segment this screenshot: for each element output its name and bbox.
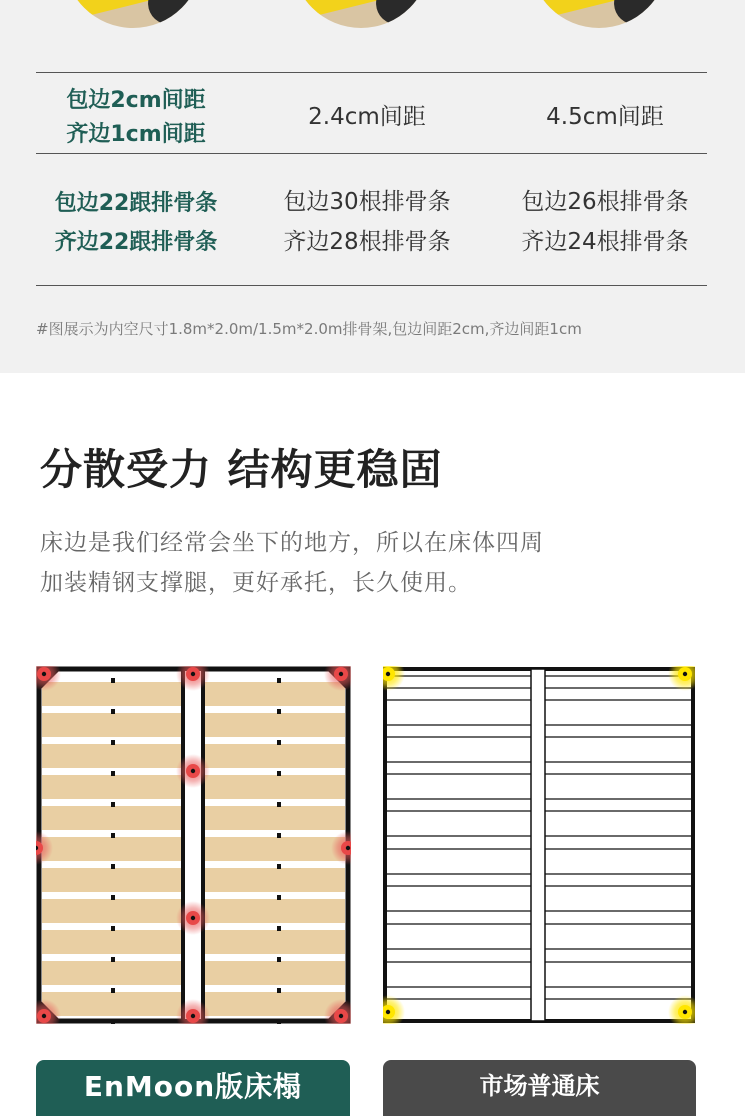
support-point-center xyxy=(339,1014,343,1018)
wood-slat xyxy=(42,682,183,706)
enmoon-label: EnMoon版床榻 xyxy=(36,1060,350,1116)
support-point-center xyxy=(386,1010,390,1014)
slat-joint xyxy=(277,833,281,838)
wood-slat xyxy=(203,744,345,768)
divider xyxy=(36,153,707,154)
wood-slat xyxy=(203,868,345,892)
slats-text: 包边26根排骨条 xyxy=(521,189,689,215)
support-point-center xyxy=(683,1010,687,1014)
support-point-center xyxy=(683,672,687,676)
slats-text: 包边30根排骨条 xyxy=(283,189,451,215)
wood-slat xyxy=(42,713,183,737)
wood-slat xyxy=(42,961,183,985)
support-point-center xyxy=(339,672,343,676)
slats-text: 齐边28根排骨条 xyxy=(283,229,451,255)
slats-cell-1 xyxy=(40,184,232,262)
comparison-panel xyxy=(0,0,745,373)
slat-joint xyxy=(111,833,115,838)
footnote: #图展示为内空尺寸1.8m*2.0m/1.5m*2.0m排骨架,包边间距2cm,齐边间距1cm xyxy=(36,320,582,338)
support-point-center xyxy=(42,672,46,676)
slat-joint xyxy=(277,988,281,993)
spacing-text: 包边2cm间距 xyxy=(66,88,206,113)
slat-joint xyxy=(277,771,281,776)
slats-cell-2 xyxy=(262,182,472,262)
slat-joint xyxy=(277,740,281,745)
spacing-cell-1 xyxy=(40,84,232,152)
support-point-center xyxy=(191,672,195,676)
wood-slat xyxy=(203,961,345,985)
support-point-center xyxy=(191,916,195,920)
slats-text: 齐边22跟排骨条 xyxy=(54,230,218,255)
wood-slat xyxy=(42,992,183,1016)
slat-joint xyxy=(111,988,115,993)
wood-slat xyxy=(203,806,345,830)
wood-slat xyxy=(42,744,183,768)
support-point-center xyxy=(42,1014,46,1018)
spacing-text: 齐边1cm间距 xyxy=(66,122,206,147)
wood-slat xyxy=(203,682,345,706)
wood-slat xyxy=(203,713,345,737)
support-point-center xyxy=(386,672,390,676)
slat-joint xyxy=(111,802,115,807)
ordinary-bed-label: 市场普通床 xyxy=(383,1060,696,1116)
slat-joint xyxy=(277,895,281,900)
slat-joint xyxy=(277,1019,281,1024)
slat-joint xyxy=(277,926,281,931)
slat-joint xyxy=(277,864,281,869)
slat-joint xyxy=(111,771,115,776)
wood-slat xyxy=(203,992,345,1016)
slat-joint xyxy=(111,895,115,900)
wood-slat xyxy=(203,899,345,923)
wood-slat xyxy=(42,837,183,861)
support-point-center xyxy=(191,1014,195,1018)
ordinary-bed-frame-diagram xyxy=(383,666,695,1024)
wood-slat xyxy=(203,775,345,799)
slat-joint xyxy=(277,709,281,714)
section-description-line-2: 加装精钢支撑腿，更好承托，长久使用。 xyxy=(40,570,472,596)
wood-slat xyxy=(42,930,183,954)
divider xyxy=(36,285,707,286)
wood-slat xyxy=(42,899,183,923)
wood-slat xyxy=(203,930,345,954)
wood-slat xyxy=(203,837,345,861)
divider xyxy=(36,72,707,73)
wood-slat xyxy=(42,806,183,830)
sample-image-3 xyxy=(530,0,668,28)
slat-joint xyxy=(111,926,115,931)
slat-joint xyxy=(111,678,115,683)
slats-text: 包边22跟排骨条 xyxy=(54,191,218,216)
wood-slat xyxy=(42,775,183,799)
slat-joint xyxy=(111,1019,115,1024)
slat-joint xyxy=(277,957,281,962)
spacing-cell-2: 2.4cm间距 xyxy=(308,104,426,130)
slat-joint xyxy=(277,678,281,683)
slats-cell-3 xyxy=(500,182,710,262)
slat-joint xyxy=(111,740,115,745)
section-title: 分散受力 结构更稳固 xyxy=(40,445,443,494)
slat-joint xyxy=(111,709,115,714)
slats-text: 齐边24根排骨条 xyxy=(521,229,689,255)
wood-slat xyxy=(42,868,183,892)
slat-joint xyxy=(111,864,115,869)
support-point-center xyxy=(191,769,195,773)
slat-joint xyxy=(277,802,281,807)
spacing-cell-3: 4.5cm间距 xyxy=(546,104,664,130)
sample-image-1 xyxy=(64,0,202,28)
sample-image-2 xyxy=(292,0,430,28)
section-description-line-1: 床边是我们经常会坐下的地方，所以在床体四周 xyxy=(40,530,544,556)
slat-joint xyxy=(111,957,115,962)
support-point-center xyxy=(346,846,350,850)
enmoon-bed-frame-diagram xyxy=(36,666,351,1024)
